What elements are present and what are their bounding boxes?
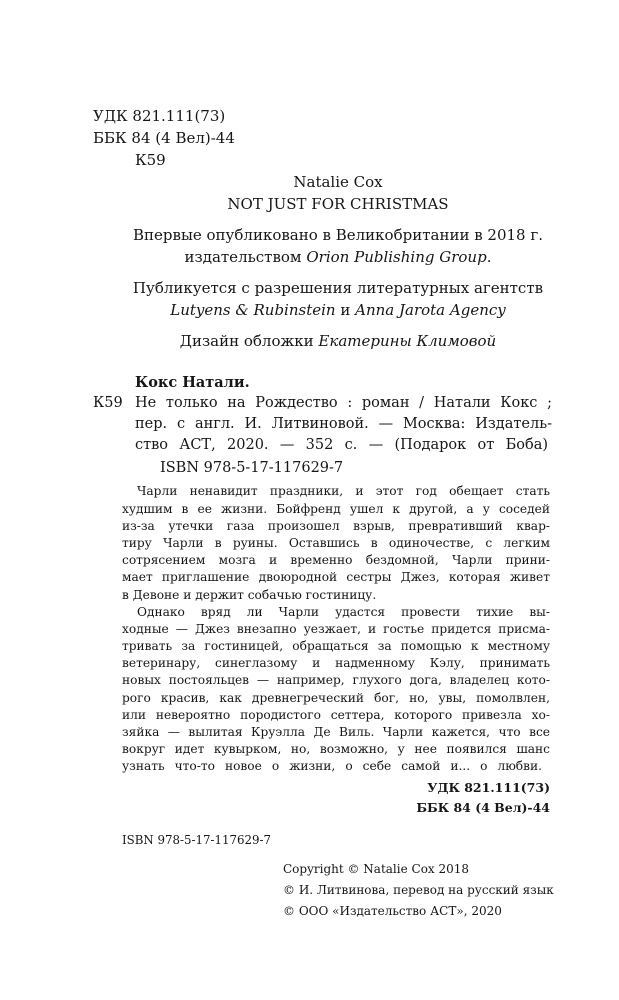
publisher-name: Orion Publishing Group: [306, 248, 487, 266]
permission-line-1: Публикуется с разрешения литературных агентств: [132, 279, 544, 297]
annotation-line: Однако вряд ли Чарли удастся провести тихие вы-: [137, 604, 550, 619]
annotation-line: мает приглашение двоюродной сестры Джез, которая живет: [122, 570, 550, 585]
annotation-line: ветеринару, синеглазому и надменному Кэлу, принимать: [122, 656, 550, 671]
annotation-line: ходные — Джез внезапно уезжает, и гостье придется присма-: [122, 621, 550, 636]
bbk-code: ББК 84 (4 Вел)-44: [93, 129, 235, 147]
annotation-line: новых постояльцев — например, глухого дога, владелец кото-: [122, 673, 550, 688]
catalog-line-3: ство АСТ, 2020. — 352 с. — (Подарок от Боба): [135, 436, 548, 453]
catalog-isbn: ISBN 978-5-17-117629-7: [160, 459, 344, 476]
catalog-author-sign: К59: [93, 394, 123, 411]
original-title: NOT JUST FOR CHRISTMAS: [227, 195, 449, 213]
agency-conjunction: и: [335, 301, 356, 319]
annotation-line: Чарли ненавидит праздники, и этот год обещает стать: [137, 484, 550, 499]
footer-isbn: ISBN 978-5-17-117629-7: [122, 832, 271, 847]
annotation-line: в Девоне и держит собачью гостиницу.: [122, 587, 377, 602]
annotation-line: зяйка — вылитая Круэлла Де Виль. Чарли кажется, что все: [122, 725, 550, 740]
first-published-line-1: Впервые опубликовано в Великобритании в 2018 г.: [133, 226, 543, 244]
agency-2: Anna Jarota Agency: [355, 301, 506, 319]
original-author: Natalie Cox: [293, 173, 383, 191]
publisher-prefix: издательством: [184, 248, 307, 266]
annotation-line: сотрясением мозга и временно бездомной, Чарли прини-: [122, 553, 550, 568]
annotation: [122, 483, 550, 775]
cover-designer: Екатерины Климовой: [318, 332, 497, 350]
copyright-line: © И. Литвинова, перевод на русский язык: [283, 882, 554, 897]
footer-bbk-code: ББК 84 (4 Вел)-44: [416, 800, 550, 815]
annotation-line: из-за утечки газа произошел взрыв, превративший квар-: [122, 518, 550, 533]
annotation-line: узнать что-то новое о жизни, о себе самой и... о любви.: [122, 759, 542, 774]
copyright-line: Copyright © Natalie Cox 2018: [283, 861, 470, 876]
cover-design-prefix: Дизайн обложки: [179, 332, 319, 350]
udk-code: УДК 821.111(73): [93, 107, 226, 125]
publisher-suffix: .: [486, 248, 492, 266]
annotation-line: худшим в ее жизни. Бойфренд ушел к другой, а у соседей: [122, 501, 550, 516]
copyright-line: © ООО «Издательство АСТ», 2020: [283, 903, 502, 918]
first-published-line-2: [98, 246, 578, 268]
annotation-line: тиру Чарли в руины. Оставшись в одиночестве, с легким: [122, 535, 550, 550]
agency-1: Lutyens & Rubinstein: [170, 301, 336, 319]
annotation-line: вокруг идет кувырком, но, возможно, у нее появился шанс: [122, 742, 550, 757]
annotation-line: рого красив, как древнегреческий бог, но, увы, помолвлен,: [122, 690, 550, 705]
annotation-line: или невероятно породистого сеттера, которого привезла хо-: [122, 707, 550, 722]
catalog-line-1: Не только на Рождество : роман / Натали Кокс ;: [135, 394, 552, 411]
annotation-line: тривать за гостиницей, обращаться за помощью к местному: [122, 639, 550, 654]
catalog-line-2: пер. с англ. И. Литвиновой. — Москва: Издатель-: [135, 415, 552, 432]
permission-line-2: [98, 299, 578, 321]
author-sign: К59: [135, 151, 166, 169]
footer-udk-code: УДК 821.111(73): [427, 780, 550, 795]
catalog-heading: Кокс Натали.: [135, 373, 250, 391]
cover-design-credit: [98, 330, 578, 352]
